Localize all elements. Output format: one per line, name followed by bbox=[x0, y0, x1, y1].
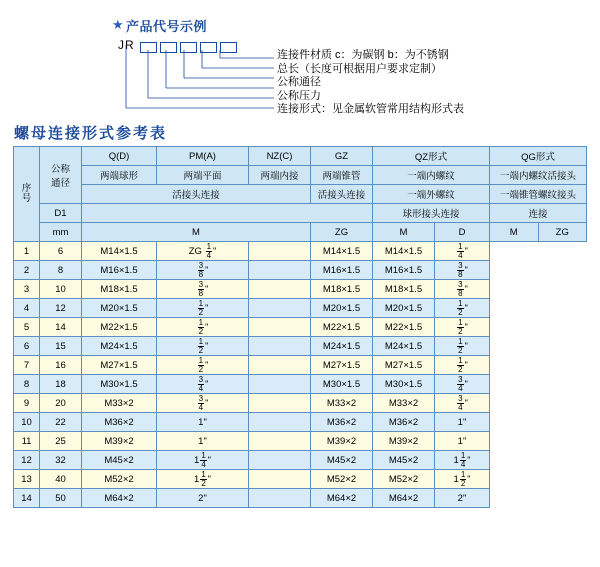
table-row bbox=[14, 299, 587, 318]
header-row-4 bbox=[14, 204, 587, 223]
row-m-qg: M64×2 bbox=[373, 489, 435, 508]
table-row bbox=[14, 432, 587, 451]
row-seq: 14 bbox=[14, 489, 40, 508]
row-m-qg: M16×1.5 bbox=[373, 261, 435, 280]
row-d-qz: M30×1.5 bbox=[311, 375, 373, 394]
row-zg-qg: 1 $\frac{1}{4}$ " bbox=[435, 451, 490, 470]
row-seq: 8 bbox=[14, 375, 40, 394]
table-row bbox=[14, 242, 587, 261]
row-m-q: M20×1.5 bbox=[82, 299, 157, 318]
row-m-qg: M45×2 bbox=[373, 451, 435, 470]
row-seq: 10 bbox=[14, 413, 40, 432]
legend-title: 产品代号示例 bbox=[126, 19, 208, 34]
table-row bbox=[14, 470, 587, 489]
header-group-gz: GZ bbox=[311, 147, 373, 166]
nut-connection-table bbox=[13, 146, 587, 508]
row-zg-gz: $\frac{1}{2}$ " bbox=[157, 337, 249, 356]
row-dn: 20 bbox=[40, 394, 82, 413]
row-dn: 14 bbox=[40, 318, 82, 337]
row-zg-qg: 2" bbox=[435, 489, 490, 508]
row-zg-qg: $\frac{3}{8}$ " bbox=[435, 280, 490, 299]
row-zg-gz: ZG $\frac{1}{4}$ " bbox=[157, 242, 249, 261]
table-row bbox=[14, 451, 587, 470]
row-zg-qg: 1" bbox=[435, 413, 490, 432]
row-zg-gz: 1" bbox=[157, 432, 249, 451]
row-zg-gz: 1" bbox=[157, 413, 249, 432]
header-unit-zg2: ZG bbox=[538, 223, 587, 242]
row-zg-gz: 1 $\frac{1}{4}$ " bbox=[157, 451, 249, 470]
row-m-q: M24×1.5 bbox=[82, 337, 157, 356]
row-m-qz bbox=[249, 242, 311, 261]
row-zg-gz: $\frac{1}{2}$ " bbox=[157, 356, 249, 375]
table-title: 螺母连接形式参考表 bbox=[14, 125, 168, 142]
row-m-q: M45×2 bbox=[82, 451, 157, 470]
row-m-qg: M39×2 bbox=[373, 432, 435, 451]
table-row bbox=[14, 413, 587, 432]
legend-label-material: 连接件材质 c：为碳钢 b：为不锈钢 bbox=[277, 49, 449, 61]
row-zg-gz: 2" bbox=[157, 489, 249, 508]
header-sub2-left: 活接头连接 bbox=[82, 185, 311, 204]
row-d-qz: M36×2 bbox=[311, 413, 373, 432]
table-row bbox=[14, 318, 587, 337]
header-unit-m3: M bbox=[490, 223, 538, 242]
header-blank bbox=[82, 204, 373, 223]
legend-label-length: 总长（长度可根据用户要求定制） bbox=[277, 62, 442, 75]
table-row bbox=[14, 337, 587, 356]
row-seq: 7 bbox=[14, 356, 40, 375]
header-unit-mm: mm bbox=[40, 223, 82, 242]
table-row bbox=[14, 375, 587, 394]
row-dn: 22 bbox=[40, 413, 82, 432]
row-dn: 15 bbox=[40, 337, 82, 356]
header-d1: D1 bbox=[40, 204, 82, 223]
row-seq: 1 bbox=[14, 242, 40, 261]
row-m-q: M39×2 bbox=[82, 432, 157, 451]
row-dn: 40 bbox=[40, 470, 82, 489]
row-m-qg: M20×1.5 bbox=[373, 299, 435, 318]
row-zg-qg: $\frac{1}{4}$ " bbox=[435, 242, 490, 261]
row-dn: 8 bbox=[40, 261, 82, 280]
row-m-qz bbox=[249, 318, 311, 337]
row-seq: 5 bbox=[14, 318, 40, 337]
row-d-qz: M45×2 bbox=[311, 451, 373, 470]
row-m-q: M27×1.5 bbox=[82, 356, 157, 375]
row-d-qz: M14×1.5 bbox=[311, 242, 373, 261]
row-d-qz: M64×2 bbox=[311, 489, 373, 508]
table bbox=[13, 146, 587, 508]
row-zg-qg: 1" bbox=[435, 432, 490, 451]
row-dn: 25 bbox=[40, 432, 82, 451]
code-prefix: JR bbox=[118, 38, 135, 52]
table-row bbox=[14, 261, 587, 280]
header-sub2-gz: 活接头连接 bbox=[311, 185, 373, 204]
row-zg-qg: $\frac{1}{2}$ " bbox=[435, 318, 490, 337]
header-unit-zg: ZG bbox=[311, 223, 373, 242]
row-m-qg: M36×2 bbox=[373, 413, 435, 432]
row-m-q: M33×2 bbox=[82, 394, 157, 413]
row-m-qz bbox=[249, 432, 311, 451]
row-m-qz bbox=[249, 413, 311, 432]
row-seq: 13 bbox=[14, 470, 40, 489]
star-icon: ★ bbox=[112, 17, 124, 32]
row-d-qz: M18×1.5 bbox=[311, 280, 373, 299]
legend-label-dn: 公称通径 bbox=[277, 76, 321, 89]
header-sub-q: 两端球形 bbox=[82, 166, 157, 185]
row-m-q: M30×1.5 bbox=[82, 375, 157, 394]
table-head bbox=[14, 147, 587, 242]
row-dn: 6 bbox=[40, 242, 82, 261]
legend-label-pn: 公称压力 bbox=[277, 89, 321, 102]
row-seq: 11 bbox=[14, 432, 40, 451]
row-seq: 12 bbox=[14, 451, 40, 470]
header-sub-gz: 两端锥管 bbox=[311, 166, 373, 185]
legend-label-connection: 连接形式：见金属软管常用结构形式表 bbox=[277, 103, 464, 116]
table-row bbox=[14, 394, 587, 413]
row-m-qz bbox=[249, 470, 311, 489]
header-group-qg: QG形式 bbox=[490, 147, 587, 166]
product-code-legend bbox=[0, 0, 600, 115]
row-dn: 50 bbox=[40, 489, 82, 508]
row-d-qz: M27×1.5 bbox=[311, 356, 373, 375]
row-m-qz bbox=[249, 299, 311, 318]
header-row-3 bbox=[14, 185, 587, 204]
row-zg-gz: $\frac{1}{2}$ " bbox=[157, 318, 249, 337]
row-dn: 12 bbox=[40, 299, 82, 318]
row-m-qg: M27×1.5 bbox=[373, 356, 435, 375]
row-zg-gz: $\frac{1}{2}$ " bbox=[157, 299, 249, 318]
header-unit-m: M bbox=[82, 223, 311, 242]
header-ball-joint: 球形接头连接 bbox=[373, 204, 490, 223]
row-m-q: M52×2 bbox=[82, 470, 157, 489]
table-row bbox=[14, 356, 587, 375]
header-sub2-qz: 一端外螺纹 bbox=[373, 185, 490, 204]
row-d-qz: M22×1.5 bbox=[311, 318, 373, 337]
row-d-qz: M24×1.5 bbox=[311, 337, 373, 356]
row-m-qg: M24×1.5 bbox=[373, 337, 435, 356]
row-dn: 32 bbox=[40, 451, 82, 470]
header-unit-d: D bbox=[435, 223, 490, 242]
header-group-qz: QZ形式 bbox=[373, 147, 490, 166]
row-zg-gz: 1 $\frac{1}{2}$ " bbox=[157, 470, 249, 489]
row-m-qz bbox=[249, 375, 311, 394]
row-dn: 16 bbox=[40, 356, 82, 375]
row-d-qz: M20×1.5 bbox=[311, 299, 373, 318]
row-d-qz: M39×2 bbox=[311, 432, 373, 451]
row-m-qg: M18×1.5 bbox=[373, 280, 435, 299]
header-row-1 bbox=[14, 147, 587, 166]
row-zg-qg: $\frac{1}{2}$ " bbox=[435, 337, 490, 356]
header-row-2 bbox=[14, 166, 587, 185]
header-sub-qg: 一端内螺纹活接头 bbox=[490, 166, 587, 185]
table-row bbox=[14, 280, 587, 299]
header-group-nz: NZ(C) bbox=[249, 147, 311, 166]
header-sub-pm: 两端平面 bbox=[157, 166, 249, 185]
row-zg-gz: $\frac{3}{8}$ " bbox=[157, 261, 249, 280]
table-row bbox=[14, 489, 587, 508]
row-m-qg: M30×1.5 bbox=[373, 375, 435, 394]
row-m-q: M36×2 bbox=[82, 413, 157, 432]
row-m-qz bbox=[249, 280, 311, 299]
row-m-qg: M33×2 bbox=[373, 394, 435, 413]
row-m-qz bbox=[249, 394, 311, 413]
header-sub-qz: 一端内螺纹 bbox=[373, 166, 490, 185]
row-zg-qg: $\frac{3}{8}$ " bbox=[435, 261, 490, 280]
header-group-q: Q(D) bbox=[82, 147, 157, 166]
header-seq: 序 号 bbox=[14, 147, 40, 242]
table-body bbox=[14, 242, 587, 508]
header-unit-m2: M bbox=[373, 223, 435, 242]
row-dn: 10 bbox=[40, 280, 82, 299]
row-zg-qg: 1 $\frac{1}{2}$ " bbox=[435, 470, 490, 489]
row-m-qz bbox=[249, 451, 311, 470]
row-m-qg: M52×2 bbox=[373, 470, 435, 489]
row-zg-gz: $\frac{3}{4}$ " bbox=[157, 394, 249, 413]
row-seq: 9 bbox=[14, 394, 40, 413]
row-d-qz: M16×1.5 bbox=[311, 261, 373, 280]
row-m-qz bbox=[249, 356, 311, 375]
header-sub2-qg: 一端锥管螺纹接头 bbox=[490, 185, 587, 204]
header-row-5 bbox=[14, 223, 587, 242]
header-group-pm: PM(A) bbox=[157, 147, 249, 166]
row-zg-qg: $\frac{3}{4}$ " bbox=[435, 375, 490, 394]
row-m-q: M22×1.5 bbox=[82, 318, 157, 337]
row-seq: 3 bbox=[14, 280, 40, 299]
row-d-qz: M33×2 bbox=[311, 394, 373, 413]
row-m-q: M18×1.5 bbox=[82, 280, 157, 299]
row-d-qz: M52×2 bbox=[311, 470, 373, 489]
legend-label-list bbox=[277, 49, 464, 117]
header-dn: 公称 通径 bbox=[40, 147, 82, 204]
row-seq: 6 bbox=[14, 337, 40, 356]
row-m-qz bbox=[249, 337, 311, 356]
row-zg-gz: $\frac{3}{8}$ " bbox=[157, 280, 249, 299]
header-connect: 连接 bbox=[490, 204, 587, 223]
row-zg-gz: $\frac{3}{4}$ " bbox=[157, 375, 249, 394]
header-sub-nz: 两端内接 bbox=[249, 166, 311, 185]
row-m-q: M64×2 bbox=[82, 489, 157, 508]
row-zg-qg: $\frac{1}{2}$ " bbox=[435, 299, 490, 318]
row-m-qg: M14×1.5 bbox=[373, 242, 435, 261]
row-dn: 18 bbox=[40, 375, 82, 394]
row-m-qz bbox=[249, 261, 311, 280]
row-m-qg: M22×1.5 bbox=[373, 318, 435, 337]
row-seq: 2 bbox=[14, 261, 40, 280]
row-m-qz bbox=[249, 489, 311, 508]
row-m-q: M14×1.5 bbox=[82, 242, 157, 261]
row-seq: 4 bbox=[14, 299, 40, 318]
row-zg-qg: $\frac{3}{4}$ " bbox=[435, 394, 490, 413]
row-m-q: M16×1.5 bbox=[82, 261, 157, 280]
row-zg-qg: $\frac{1}{2}$ " bbox=[435, 356, 490, 375]
